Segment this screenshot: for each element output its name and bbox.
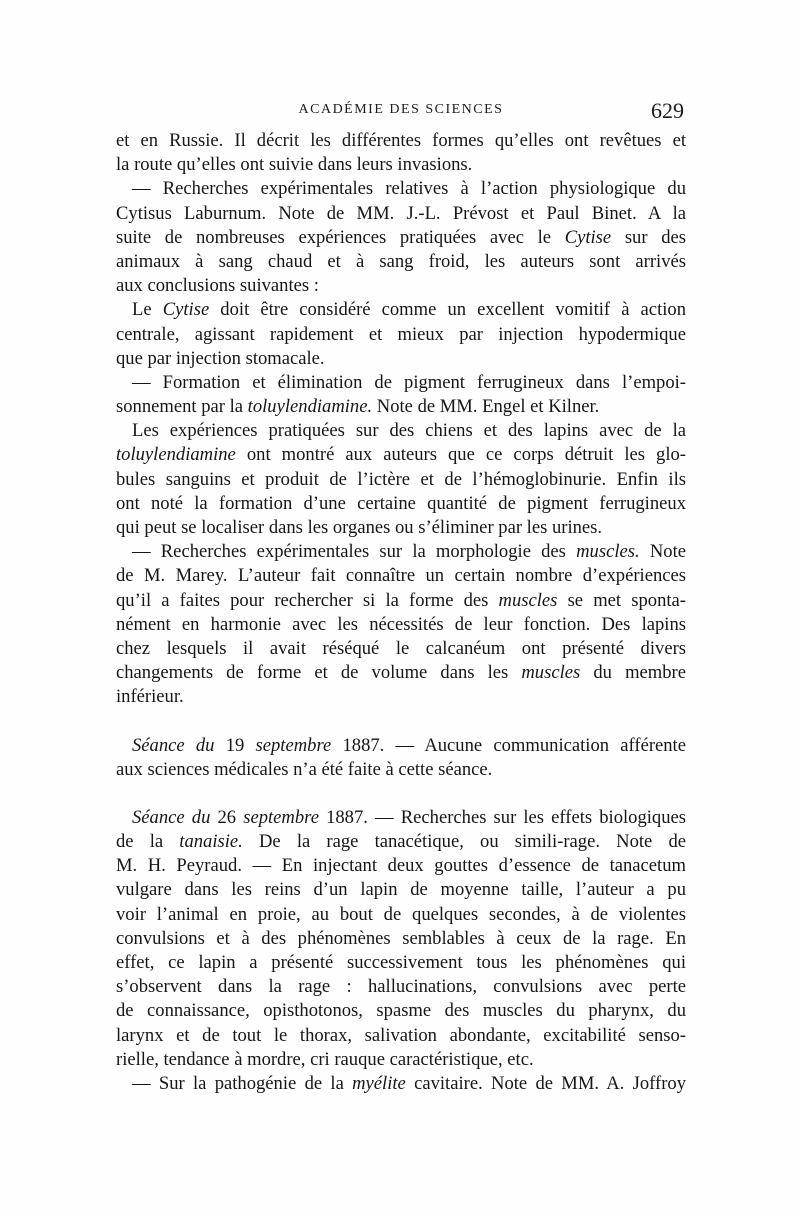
text-run: qu’il a faites pour rechercher si la forme des — [116, 589, 499, 611]
running-head — [116, 98, 686, 124]
text-line — [116, 1072, 686, 1096]
text-run: Note — [639, 541, 686, 563]
section-gap — [116, 782, 686, 806]
text-line — [116, 347, 686, 371]
italic-run: myélite — [352, 1072, 406, 1094]
text-line — [116, 226, 686, 250]
paragraph — [116, 371, 686, 419]
text-line — [116, 153, 686, 177]
running-title: ACADÉMIE DES SCIENCES — [298, 102, 504, 117]
text-run: rielle, tendance à mordre, cri rauque caractéristique, etc. — [116, 1048, 534, 1070]
text-run: s’observent dans la rage : hallucinations, convulsions avec perte — [116, 976, 686, 998]
text-run: ont montré aux auteurs que ce corps détruit les glo- — [235, 444, 686, 466]
text-run: De la rage tanacétique, ou simili-rage. Note de — [242, 831, 686, 853]
text-run: et en Russie. Il décrit les différentes formes qu’elles ont revêtues et — [116, 130, 686, 151]
text-run: 1887. — Recherches sur les effets biologiques — [318, 806, 686, 828]
paragraph — [116, 177, 686, 298]
paragraph — [116, 298, 686, 371]
italic-run: Séance du — [132, 734, 215, 756]
text-line — [116, 1048, 686, 1072]
text-run: animaux à sang chaud et à sang froid, les auteurs sont arrivés — [116, 250, 686, 272]
text-line — [116, 177, 686, 201]
italic-run: tanaisie. — [179, 831, 243, 853]
text-run: que par injection stomacale. — [116, 347, 325, 369]
text-line — [116, 419, 686, 443]
text-run: vulgare dans les reins d’un lapin de moyenne taille, l’auteur a pu — [116, 879, 686, 901]
text-line — [116, 903, 686, 927]
text-run: qui peut se localiser dans les organes ou s’éliminer par les urines. — [116, 517, 603, 538]
text-line — [116, 927, 686, 951]
text-line — [116, 371, 686, 395]
text-line — [116, 443, 686, 467]
text-line — [116, 564, 686, 588]
italic-run: muscles. — [576, 541, 640, 563]
text-line — [116, 202, 686, 226]
text-run: — Recherches expérimentales sur la morphologie des — [132, 541, 577, 563]
body-text — [116, 129, 686, 1096]
italic-run: septembre — [255, 734, 332, 756]
text-run: la route qu’elles ont suivie dans leurs invasions. — [116, 154, 473, 176]
text-run: — Formation et élimination de pigment ferrugineux dans l’empoi- — [132, 371, 686, 393]
text-run: centrale, agissant rapidement et mieux par injection hypodermique — [116, 323, 686, 345]
paragraph — [116, 129, 686, 177]
text-line — [116, 1024, 686, 1048]
text-line — [116, 250, 686, 274]
text-line — [116, 395, 686, 419]
text-line — [116, 999, 686, 1023]
text-line — [116, 878, 686, 902]
text-line — [116, 589, 686, 613]
text-run: cavitaire. Note de MM. A. Joffroy — [405, 1072, 686, 1094]
text-run: sur des — [611, 226, 686, 248]
text-run: Cytisus Laburnum. Note de MM. J.-L. Prévost et Paul Binet. A la — [116, 202, 686, 224]
text-run: suite de nombreuses expériences pratiquées avec le — [116, 226, 565, 248]
text-line — [116, 516, 686, 540]
text-line — [116, 274, 686, 298]
text-run: sonnement par la — [116, 396, 248, 418]
page-number: 629 — [651, 98, 684, 123]
paragraph — [116, 419, 686, 540]
italic-run: septembre — [243, 806, 319, 828]
text-line — [116, 975, 686, 999]
text-run: doit être considéré comme un excellent vomitif à action — [209, 299, 686, 321]
text-line — [116, 298, 686, 322]
italic-run: toluylendiamine. — [247, 396, 373, 418]
text-run: 1887. — Aucune communication afférente — [331, 734, 686, 756]
text-run: M. H. Peyraud. — En injectant deux gouttes d’essence de tanacetum — [116, 855, 686, 877]
text-run: se met sponta- — [557, 589, 686, 611]
text-run: convulsions et à des phénomènes semblables à ceux de la rage. En — [116, 927, 686, 949]
text-run: 19 — [214, 734, 256, 756]
italic-run: Cytise — [564, 226, 612, 248]
text-run: Les expériences pratiquées sur des chiens et des lapins avec de la — [132, 420, 686, 442]
paragraph — [116, 734, 686, 782]
text-run: de connaissance, opisthotonos, spasme des muscles du pharynx, du — [116, 1000, 686, 1022]
text-line — [116, 685, 686, 709]
text-run: de M. Marey. L’auteur fait connaître un certain nombre d’expériences — [116, 565, 686, 587]
paragraph — [116, 1072, 686, 1096]
paragraph — [116, 540, 686, 709]
text-line — [116, 951, 686, 975]
text-line — [116, 637, 686, 661]
text-run: inférieur. — [116, 686, 184, 708]
text-line — [116, 758, 686, 782]
italic-run: Séance du — [132, 806, 211, 828]
text-run: larynx et de tout le thorax, salivation abondante, excitabilité senso- — [116, 1024, 686, 1046]
text-run: — Recherches expérimentales relatives à l’action physiologique du — [132, 178, 686, 200]
italic-run: toluylendiamine — [116, 444, 236, 466]
text-run: — Sur la pathogénie de la — [132, 1072, 353, 1094]
text-run: de la — [116, 831, 180, 853]
text-run: du membre — [580, 662, 686, 684]
text-line — [116, 129, 686, 153]
text-line — [116, 613, 686, 637]
text-line — [116, 492, 686, 516]
text-run: aux conclusions suivantes : — [116, 275, 319, 297]
text-run: voir l’animal en proie, au bout de quelques secondes, à de violentes — [116, 903, 686, 925]
text-run: nément en harmonie avec les nécessités de leur fonction. Des lapins — [116, 613, 686, 635]
section-gap — [116, 710, 686, 734]
text-line — [116, 734, 686, 758]
text-line — [116, 854, 686, 878]
paragraph — [116, 806, 686, 1072]
text-run: 26 — [210, 806, 244, 828]
text-line — [116, 806, 686, 830]
text-line — [116, 540, 686, 564]
text-run: bules sanguins et produit de l’ictère et de l’hémoglobinurie. Enfin ils — [116, 468, 686, 490]
text-run: Le — [132, 299, 163, 321]
text-line — [116, 830, 686, 854]
text-line — [116, 468, 686, 492]
text-run: changements de forme et de volume dans les — [116, 662, 522, 684]
italic-run: muscles — [521, 662, 581, 684]
text-line — [116, 661, 686, 685]
text-line — [116, 323, 686, 347]
text-run: Note de MM. Engel et Kilner. — [372, 396, 600, 418]
text-run: ont noté la formation d’une certaine quantité de pigment ferrugineux — [116, 492, 686, 514]
italic-run: muscles — [498, 589, 558, 611]
text-run: effet, ce lapin a présenté successivement tous les phénomènes qui — [116, 952, 686, 973]
text-run: chez lesquels il avait réséqué le calcanéum ont présenté divers — [116, 637, 686, 659]
text-run: aux sciences médicales n’a été faite à cette séance. — [116, 758, 493, 780]
italic-run: Cytise — [162, 299, 210, 321]
